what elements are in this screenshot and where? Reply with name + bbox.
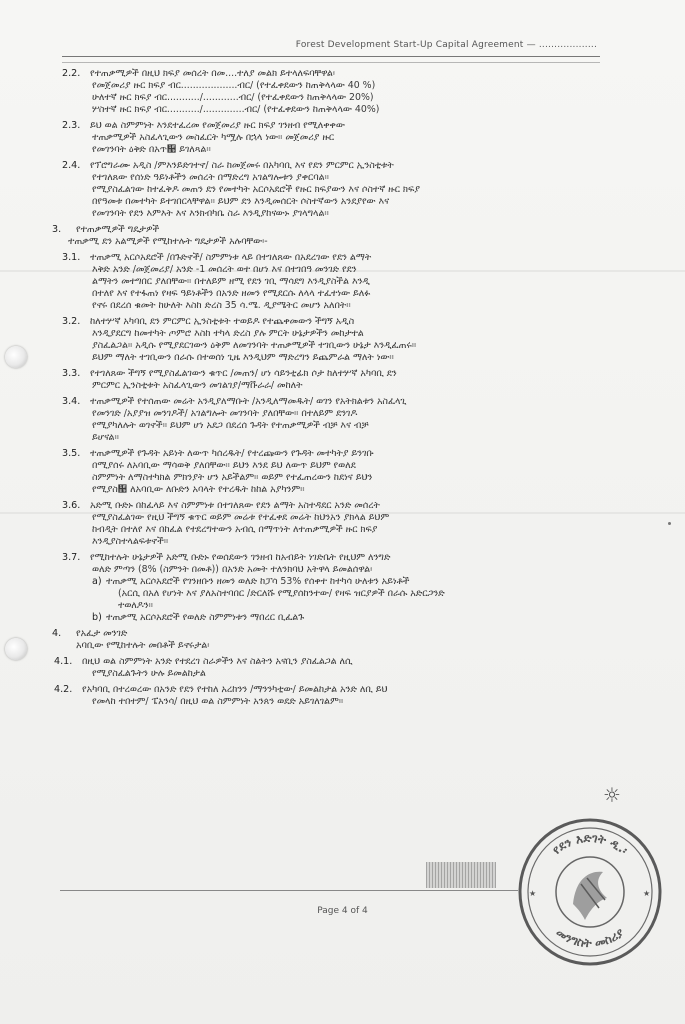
clause-number: 2.4.: [62, 160, 81, 171]
text-line: [52, 696, 612, 708]
text-line: [52, 144, 612, 156]
text-line: [52, 352, 612, 364]
text-line: [52, 184, 612, 196]
clause-text: ተጠቃሚ አርሶአደሮች የወለድ ስምምነቱን ማበረር ቢፈልጉ: [106, 612, 305, 623]
text-line: [52, 628, 612, 640]
clause-number: b): [92, 612, 102, 623]
official-seal: [515, 812, 665, 968]
clause-number: 3.1.: [62, 252, 81, 263]
text-line: [52, 656, 612, 668]
clause-text: ተጠቃሚዎች አስፈላጊውን መስፈርት ካሟሉ በኋላ ነው። መጀመሪያ ዙር: [92, 132, 335, 143]
text-line: [52, 104, 612, 116]
clause-text: ተወለዶን።: [118, 600, 153, 611]
text-line: [52, 448, 612, 460]
clause-text: የተጠቃሚዎች በዚህ ክፍያ መሰረት በመ....ተለያ መልክ ይተላለፍባቸዋል፡: [90, 68, 336, 79]
text-line: [52, 172, 612, 184]
clause-text: ከብዲት በተለየ እና በከፈል የተደረግተውን አብሲ በማጥነት ለተጠቃሚዎች ዙር ክፍያ: [92, 524, 378, 535]
clause-number: 4.1.: [54, 656, 73, 667]
clause-text: የሚያስፈልገው የዚህ ችግኝ ቁጥር ወይም መሬቱ የተፈቀደ መሬት ከህንአን ያክላል ይህም: [92, 512, 390, 523]
clause-text: ተጠቃሚዎች የተሰጠው መሬት አንዲያለማቡት /አንዲለማመዱት/ ወገን የአትክልቱን አስፈላጊ: [90, 396, 407, 407]
clause-text: ወለድ ምጣን (8% (ስምንት በመቶ)) በአንድ አመት ተለንክባህ አትዋላ ይመልሰዋል፡: [92, 564, 373, 575]
clause-text: ሁለተኛ ዙር ክፍያ ብር.........../............ብር/ (የተፈቀደውን ከጠቅላላው 20%): [92, 92, 374, 103]
seal-bottom-text: መንግስት መስሪያ: [553, 925, 627, 951]
clause-number: 2.2.: [62, 68, 81, 79]
text-line: [52, 552, 612, 564]
clause-text: እንዲያስተላልፍቱኖች።: [92, 536, 169, 547]
text-line: [52, 460, 612, 472]
clause-number: 3.5.: [62, 448, 81, 459]
clause-text: የመገንባት የደን እምእት እና እንክብካቤ ስራ እንዲያከናውኑ ያገላግላል።: [92, 208, 329, 219]
clause-text: በዚህ ወል ስምምነት አንድ የተደረገ ስራዎችን እና ስልትን አናቢን ያስፈልጋል ለሲ: [82, 656, 353, 667]
clause-text: ስምምነት ለማስተካክል ምክንያት ሆን አይችልም። ወይም የተፈጠረውን ከደነና ይህን: [92, 472, 373, 483]
text-line: [52, 80, 612, 92]
clause-number: a): [92, 576, 102, 587]
text-line: [52, 300, 612, 312]
clause-text: ተጠቃሚዎች የጉዳት አይነት ለውጥ ካሰረዱት/ የተረጩውን የጉዳት መተካትያ ይንገቡ: [90, 448, 374, 459]
clause-text: አድሚ ቡድኑ በከፈላይ እና ስምምነቱ በተገለጸው የደን ልማት አስተዳደር አንድ መሰረት: [90, 500, 380, 511]
clause-number: 3.: [52, 224, 62, 235]
clause-text: በየዓመቱ በመተካት ይተገበርላቸዋል። ይህም ደን እንዲመሰርት ሶስተኛውን አንደያየው እና: [92, 196, 390, 207]
clause-number: 3.3.: [62, 368, 81, 379]
clause-text: ከለተሦኛ አካባቢ ደን ምርምር ኢንስቲቱት ተወይዶ የተጨቀመውን ችግኝ አዲስ: [90, 316, 355, 327]
running-header: Forest Development Start-Up Capital Agreement — ...................: [295, 40, 597, 50]
clause-text: የአካባቢ በተረወረው በአንድ የደን የተከለ አረከንን /ማንንካቲው/ ይመልከታል አንድ ለቢ ይህ: [82, 684, 388, 695]
text-line: [52, 536, 612, 548]
text-line: [52, 288, 612, 300]
svg-text:★: ★: [529, 889, 537, 898]
text-line: [52, 576, 612, 588]
clause-text: ይህ ወል ስምምነት እንደተፈረመ የመጀመሪያ ዙር ክፍያ ገንዘብ የሚለቀቀው: [90, 120, 345, 131]
page-number: Page 4 of 4: [317, 906, 368, 916]
clause-text: ተጠቃሚ አርሶአደሮች የገንዘቡን ዘመን ወለድ ከፓሳ 53% የሰቀተ ከተካሳ ሁለቱን አይነቶች: [106, 576, 410, 587]
text-line: [52, 132, 612, 144]
text-line: [52, 564, 612, 576]
text-line: [52, 196, 612, 208]
text-line: [52, 588, 612, 600]
clause-text: (አርሲ በአለ የሆነት እና ያለአስተባበር /ድርለሹ የሚያሰከንተው/ የዛፍ ዝርያዎች በራሱ አድርጋንድ: [118, 588, 445, 599]
text-line: [52, 252, 612, 264]
clause-text: የአፈታ መንገድ: [76, 628, 128, 639]
clause-number: 3.7.: [62, 552, 81, 563]
text-line: [52, 208, 612, 220]
punch-hole: [5, 346, 27, 368]
header-rule: [62, 56, 600, 57]
revenue-stamp: [426, 862, 496, 888]
margin-dot: [668, 522, 671, 525]
clause-number: 3.6.: [62, 500, 81, 511]
clause-text: የሚያስ኉ ለአባቢው ለቡድን አባላት የተረዱት ከከል አያካንም።: [92, 484, 305, 495]
clause-text: የተጠቃሚዎች ግዴታዎች: [76, 224, 160, 235]
handwritten-mark: ☼: [603, 783, 621, 807]
text-line: [52, 600, 612, 612]
text-line: [52, 276, 612, 288]
clause-text: የመጀመሪያ ዙር ክፍያ ብር...................ብር/ (የተፈቀደውን ከጠቅላላው 40 %): [92, 80, 376, 91]
clause-number: 4.: [52, 628, 62, 639]
clause-text: በተለየ እና የተፋጠነ የዛፍ ዓይነቶችን በአንድ ዘመን የሚደርሱ ለላላ ተፈተነው ይለፉ: [92, 288, 371, 299]
clause-text: የፕሮግራሙ አዲስ /ምእንይድገተኖ/ ስራ ከመጀመሩ በአካባቢ እና የደን ምርምር ኢንስቲቱት: [90, 160, 394, 171]
clause-number: 4.2.: [54, 684, 73, 695]
clause-number: 2.3.: [62, 120, 81, 131]
clause-text: የመንገድ /አያያዝ መንገዶች/ አገልግሎት መገንባት ያለበቸው። በተለይም ደንገዶ: [92, 408, 358, 419]
text-line: [52, 380, 612, 392]
clause-text: የሚያስፈልገው ከተፈቅዶ መጠን ደን የመተካት አርሶአደሮች የዙር ክፍያውን እና ሶስተኛ ዙር ክፍያ: [92, 184, 420, 195]
text-line: [52, 92, 612, 104]
clause-text: አባቢው የሚከተሉት መበቶች ይኖሩታል፡: [76, 640, 210, 651]
clause-text: ያስፈልጋል። አዲሱ የሚያደርገውን ዕቅም ለመገንባት ተጠቃሚዎች ተገቢውን ሁኔታ እንዲፈጠሩ።: [92, 340, 417, 351]
clause-text: የኖሩ በደረሰ ቁመት ከሁለት እስከ ድረስ 35 ሳ.ሜ. ዲያሜትር መሆን አለበት።: [92, 300, 351, 311]
clause-number: 3.4.: [62, 396, 81, 407]
clause-text: እቅድ አንድ /መጀመሪያ/ አንድ -1 መሰረት ወተ በሆነ እና በተገበዓ መንገድ የደን: [92, 264, 357, 275]
text-line: [52, 524, 612, 536]
text-line: [52, 512, 612, 524]
document-body: [52, 68, 612, 708]
punch-hole: [5, 638, 27, 660]
text-line: [52, 500, 612, 512]
svg-text:መንግስት መስሪያ: [553, 925, 627, 950]
text-line: [52, 224, 612, 236]
text-line: [52, 340, 612, 352]
clause-text: የመገንባት ዕቅድ በአጥ኉ ይገለጻል።: [92, 144, 211, 155]
text-line: [52, 368, 612, 380]
clause-text: የሚያካለሉት ወገኖች። ይህም ሆነ አደጋ በደረሰ ጉዳት የተጠቃሚዎች ብቻ እና ብቻ: [92, 420, 369, 431]
clause-text: የሚከተሉት ሁኔታዎች አድሚ ቡድኑ የወሰደውን ገንዘብ ከአብይት ነገድቤት የዚህም ለንግድ: [90, 552, 391, 563]
text-line: [52, 484, 612, 496]
clause-text: የመላከ ተበተም/ ፔአንሳ/ በዚህ ወል ስምምነት አንጰን ወደድ አይገለገልም።: [92, 696, 344, 707]
footer-rule: [60, 890, 518, 891]
text-line: [52, 684, 612, 696]
text-line: [52, 68, 612, 80]
clause-number: 3.2.: [62, 316, 81, 327]
clause-text: ሦስተኛ ዙር ክፍያ ብር.........../..............ብር/ (የተፈቀደውን ከጠቅላላው 40%): [92, 104, 380, 115]
text-line: [52, 160, 612, 172]
clause-text: ይህም ማለት ተገቢውን በራሱ በተወሰነ ጊዜ እንዲህም ማድረግን ይጨምራል ማለት ነው።: [92, 352, 394, 363]
text-line: [52, 316, 612, 328]
svg-text:★: ★: [643, 889, 651, 898]
clause-text: በሚያሰሩ ለአባቢው ማሳወቅ ያለበቸው። ይህን እንደ ይህ ለውጥ ይህም የወለደ: [92, 460, 356, 471]
text-line: [52, 396, 612, 408]
text-line: [52, 328, 612, 340]
text-line: [52, 236, 612, 248]
text-line: [52, 668, 612, 680]
clause-text: ተጠቃሚ አርሶአደሮች /በጉድኖች/ ስምምነቱ ላይ በተገለጸው በአደረገው የደን ልማት: [90, 252, 372, 263]
seal-top-text: የደን እድገት ዲ.፡: [549, 830, 631, 858]
clause-text: የሚያስፈልጉትን ሁሉ ይመልከታል: [92, 668, 206, 679]
header-rule-lower: [62, 62, 600, 63]
text-line: [52, 408, 612, 420]
text-line: [52, 432, 612, 444]
clause-text: ምርምር ኢንስቲቱት አስፈላጊውን መገልገያ/ማቩራራ/ መከለት: [92, 380, 303, 391]
text-line: [52, 472, 612, 484]
text-line: [52, 120, 612, 132]
text-line: [52, 612, 612, 624]
clause-text: ይሆናል።: [92, 432, 119, 443]
clause-text: ተጠቃሚ ደን አልሚዎች የሚከተሉት ግዴታዎች አሉባቸው፡-: [68, 236, 268, 247]
clause-text: እንዲያደርግ ከመተካት ጦምሮ እስከ ተካላ ድረስ ያሉ ምርት ሁኔታዎችን መከታተል: [92, 328, 364, 339]
text-line: [52, 640, 612, 652]
clause-text: ልማትን መተግበር ያለበቸው። በተለይም ዘሚ የደን ገቢ ማሳደግ እንዲያስችል እንዲ: [92, 276, 370, 287]
text-line: [52, 264, 612, 276]
text-line: [52, 420, 612, 432]
clause-text: የተገለጸው ችግኝ የሚያስፈልገውን ቁጥር /መጠን/ ሆነ ሳይንቲፊክ ሶታ ከለተሦኛ አካባቢ ደን: [90, 368, 397, 379]
clause-text: የተገለጸው የሰነድ ዓይነቶችን መሰረት በማድረግ አገልግሎቱን ያቀርባል።: [92, 172, 329, 183]
